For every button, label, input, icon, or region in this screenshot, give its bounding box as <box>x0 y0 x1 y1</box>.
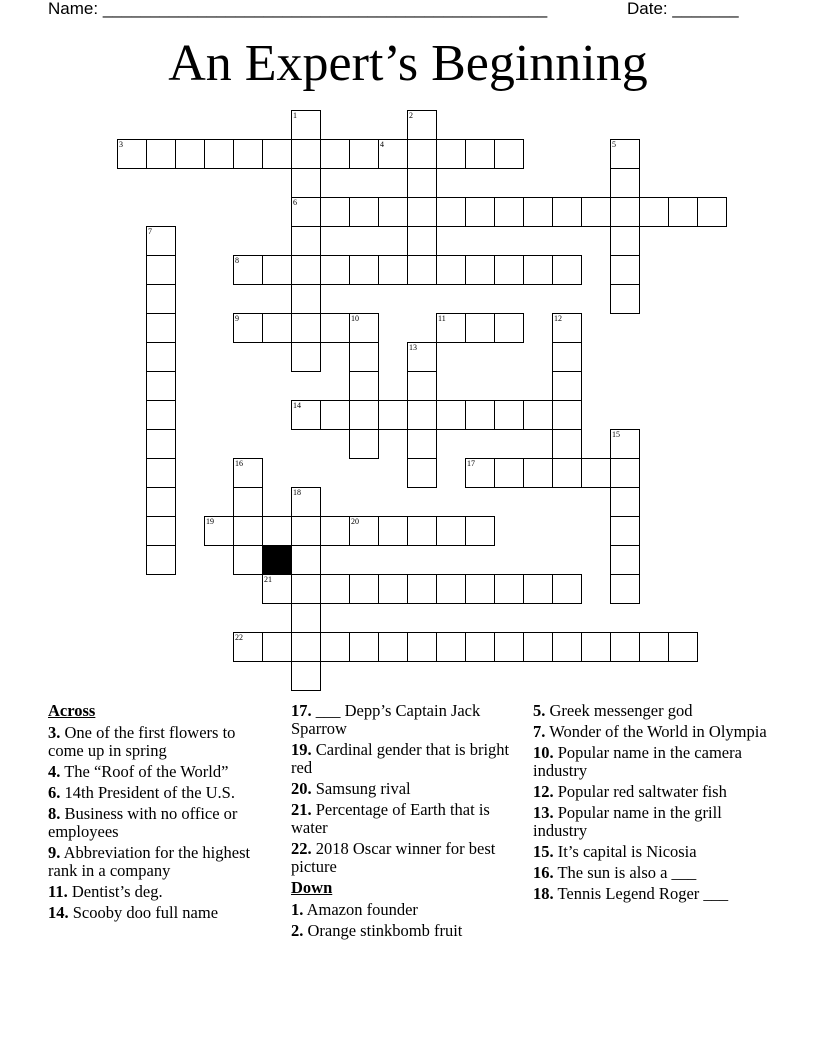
grid-cell[interactable] <box>552 458 582 488</box>
across-heading: Across <box>48 701 96 720</box>
grid-cell[interactable] <box>465 400 495 430</box>
grid-cell[interactable] <box>465 139 495 169</box>
grid-cell[interactable] <box>146 371 176 401</box>
cell-number: 7 <box>148 227 152 236</box>
grid-cell[interactable] <box>204 516 234 546</box>
cell-number: 2 <box>409 111 413 120</box>
puzzle-title: An Expert’s Beginning <box>168 35 648 92</box>
grid-cell[interactable] <box>552 400 582 430</box>
grid-cell[interactable] <box>552 197 582 227</box>
grid-cell[interactable] <box>146 400 176 430</box>
grid-cell[interactable] <box>494 632 524 662</box>
grid-cell[interactable] <box>233 516 263 546</box>
grid-cell[interactable] <box>291 400 321 430</box>
name-field[interactable] <box>48 0 547 18</box>
grid-cell[interactable] <box>552 371 582 401</box>
grid-cell[interactable] <box>407 342 437 372</box>
grid-cell[interactable] <box>146 545 176 575</box>
grid-cell[interactable] <box>697 197 727 227</box>
clue-across-9: 9. Abbreviation for the highest rank in a company <box>48 843 251 880</box>
grid-cell[interactable] <box>320 400 350 430</box>
grid-cell[interactable] <box>262 632 292 662</box>
cell-number: 10 <box>351 314 359 323</box>
grid-cell[interactable] <box>407 226 437 256</box>
clues-column-3 <box>533 702 768 906</box>
grid-cell[interactable] <box>523 458 553 488</box>
grid-cell[interactable] <box>494 458 524 488</box>
grid-cell[interactable] <box>436 516 466 546</box>
grid-cell[interactable] <box>610 168 640 198</box>
grid-cell[interactable] <box>349 516 379 546</box>
grid-cell[interactable] <box>407 458 437 488</box>
grid-cell[interactable] <box>349 574 379 604</box>
grid-cell[interactable] <box>552 574 582 604</box>
clue-down-18: 18. Tennis Legend Roger ___ <box>533 884 729 903</box>
cell-number: 17 <box>467 459 475 468</box>
date-field[interactable] <box>627 0 739 18</box>
grid-cell[interactable] <box>291 516 321 546</box>
grid-cell[interactable] <box>349 139 379 169</box>
grid-cell[interactable] <box>378 400 408 430</box>
grid-cell[interactable] <box>262 139 292 169</box>
grid-cell[interactable] <box>262 313 292 343</box>
grid-cell[interactable] <box>291 284 321 314</box>
clue-across-4: 4. The “Roof of the World” <box>48 762 229 781</box>
cell-number: 9 <box>235 314 239 323</box>
grid-cell[interactable] <box>494 197 524 227</box>
cell-number: 18 <box>293 488 301 497</box>
grid-cell[interactable] <box>407 574 437 604</box>
grid-cell[interactable] <box>320 255 350 285</box>
down-heading: Down <box>291 878 333 897</box>
date-label: Date: <box>627 0 668 18</box>
grid-cell[interactable] <box>610 139 640 169</box>
grid-cell[interactable] <box>146 284 176 314</box>
grid-cell[interactable] <box>146 516 176 546</box>
grid-cell[interactable] <box>610 516 640 546</box>
cell-number: 14 <box>293 401 301 410</box>
grid-cell[interactable] <box>465 255 495 285</box>
grid-cell[interactable] <box>146 139 176 169</box>
grid-cell[interactable] <box>349 400 379 430</box>
grid-cell[interactable] <box>349 632 379 662</box>
grid-cell[interactable] <box>233 632 263 662</box>
grid-cell[interactable] <box>610 574 640 604</box>
grid-cell[interactable] <box>146 226 176 256</box>
clue-across-8: 8. Business with no office or employees <box>48 804 238 841</box>
grid-cell[interactable] <box>349 255 379 285</box>
grid-cell[interactable] <box>581 632 611 662</box>
grid-cell[interactable] <box>291 574 321 604</box>
grid-cell[interactable] <box>378 632 408 662</box>
grid-cell[interactable] <box>552 313 582 343</box>
cell-number: 15 <box>612 430 620 439</box>
grid-cell[interactable] <box>378 516 408 546</box>
grid-cell[interactable] <box>436 255 466 285</box>
clue-down-10: 10. Popular name in the camera industry <box>533 743 742 780</box>
clue-down-5: 5. Greek messenger god <box>533 701 693 720</box>
grid-cell[interactable] <box>494 574 524 604</box>
grid-cell[interactable] <box>233 458 263 488</box>
grid-cell[interactable] <box>291 226 321 256</box>
grid-cell[interactable] <box>610 197 640 227</box>
grid-cell[interactable] <box>610 545 640 575</box>
grid-cell[interactable] <box>320 574 350 604</box>
grid-cell[interactable] <box>146 313 176 343</box>
clue-across-19: 19. Cardinal gender that is bright red <box>291 740 510 777</box>
grid-cell[interactable] <box>349 371 379 401</box>
grid-cell[interactable] <box>639 197 669 227</box>
grid-cell[interactable] <box>291 255 321 285</box>
grid-cell[interactable] <box>233 139 263 169</box>
grid-cell[interactable] <box>436 400 466 430</box>
grid-cell[interactable] <box>378 255 408 285</box>
grid-cell[interactable] <box>262 255 292 285</box>
cell-number: 16 <box>235 459 243 468</box>
clue-down-13: 13. Popular name in the grill industry <box>533 803 722 840</box>
grid-cell[interactable] <box>668 197 698 227</box>
grid-cell[interactable] <box>262 574 292 604</box>
clue-down-15: 15. It’s capital is Nicosia <box>533 842 697 861</box>
clue-down-2: 2. Orange stinkbomb fruit <box>291 921 463 940</box>
grid-cell[interactable] <box>117 139 147 169</box>
grid-cell[interactable] <box>262 516 292 546</box>
grid-cell[interactable] <box>436 574 466 604</box>
grid-cell[interactable] <box>233 255 263 285</box>
grid-cell[interactable] <box>610 487 640 517</box>
cell-number: 11 <box>438 314 446 323</box>
grid-cell[interactable] <box>552 632 582 662</box>
grid-cell[interactable] <box>175 139 205 169</box>
grid-cell[interactable] <box>407 168 437 198</box>
cell-number: 5 <box>612 140 616 149</box>
cell-number: 6 <box>293 198 297 207</box>
grid-cell[interactable] <box>407 400 437 430</box>
grid-cell[interactable] <box>465 313 495 343</box>
grid-cell[interactable] <box>320 632 350 662</box>
grid-cell[interactable] <box>320 139 350 169</box>
clue-down-7: 7. Wonder of the World in Olympia <box>533 722 767 741</box>
grid-cell[interactable] <box>581 197 611 227</box>
clue-across-6: 6. 14th President of the U.S. <box>48 783 235 802</box>
clue-down-1: 1. Amazon founder <box>291 900 418 919</box>
grid-cell[interactable] <box>407 255 437 285</box>
cell-number: 12 <box>554 314 562 323</box>
grid-cell[interactable] <box>349 197 379 227</box>
clue-across-14: 14. Scooby doo full name <box>48 903 219 922</box>
grid-cell[interactable] <box>610 255 640 285</box>
grid-cell[interactable] <box>378 139 408 169</box>
grid-cell[interactable] <box>436 139 466 169</box>
grid-cell[interactable] <box>465 458 495 488</box>
grid-cell[interactable] <box>523 632 553 662</box>
grid-cell[interactable] <box>610 284 640 314</box>
name-date-line <box>48 0 768 22</box>
grid-cell[interactable] <box>349 313 379 343</box>
grid-cell[interactable] <box>523 574 553 604</box>
grid-cell[interactable] <box>610 429 640 459</box>
grid-cell[interactable] <box>320 516 350 546</box>
cell-number: 4 <box>380 140 384 149</box>
grid-cell[interactable] <box>494 255 524 285</box>
grid-cell[interactable] <box>291 632 321 662</box>
grid-cell[interactable] <box>436 632 466 662</box>
clue-across-11: 11. Dentist’s deg. <box>48 882 163 901</box>
grid-cell[interactable] <box>291 197 321 227</box>
clues-column-1 <box>48 702 273 925</box>
cell-number: 3 <box>119 140 123 149</box>
clue-down-16: 16. The sun is also a ___ <box>533 863 697 882</box>
clues-column-2 <box>291 702 516 943</box>
grid-cell[interactable] <box>610 632 640 662</box>
grid-cell[interactable] <box>407 110 437 140</box>
grid-cell[interactable] <box>291 168 321 198</box>
cell-number: 21 <box>264 575 272 584</box>
black-cell <box>262 545 292 575</box>
grid-cell[interactable] <box>407 516 437 546</box>
grid-cell[interactable] <box>407 197 437 227</box>
grid-cell[interactable] <box>581 458 611 488</box>
name-label: Name: <box>48 0 99 18</box>
grid-cell[interactable] <box>146 342 176 372</box>
date-blank: _______ <box>672 0 739 18</box>
grid-cell[interactable] <box>320 197 350 227</box>
grid-cell[interactable] <box>204 139 234 169</box>
grid-cell[interactable] <box>668 632 698 662</box>
grid-cell[interactable] <box>146 429 176 459</box>
cell-number: 19 <box>206 517 214 526</box>
grid-cell[interactable] <box>349 342 379 372</box>
grid-cell[interactable] <box>465 516 495 546</box>
clue-across-3: 3. One of the first flowers to come up in spring <box>48 723 236 760</box>
grid-cell[interactable] <box>523 400 553 430</box>
grid-cell[interactable] <box>291 313 321 343</box>
grid-cell[interactable] <box>436 313 466 343</box>
grid-cell[interactable] <box>465 632 495 662</box>
grid-cell[interactable] <box>610 458 640 488</box>
cell-number: 22 <box>235 633 243 642</box>
grid-cell[interactable] <box>436 197 466 227</box>
grid-cell[interactable] <box>639 632 669 662</box>
grid-cell[interactable] <box>407 632 437 662</box>
grid-cell[interactable] <box>233 487 263 517</box>
grid-cell[interactable] <box>291 487 321 517</box>
clue-across-22: 22. 2018 Oscar winner for best picture <box>291 839 496 876</box>
grid-cell[interactable] <box>291 545 321 575</box>
grid-cell[interactable] <box>552 429 582 459</box>
grid-cell[interactable] <box>523 255 553 285</box>
grid-cell[interactable] <box>233 313 263 343</box>
grid-cell[interactable] <box>465 574 495 604</box>
grid-cell[interactable] <box>349 429 379 459</box>
grid-cell[interactable] <box>378 574 408 604</box>
grid-cell[interactable] <box>378 197 408 227</box>
grid-cell[interactable] <box>291 342 321 372</box>
grid-cell[interactable] <box>291 110 321 140</box>
clue-down-12: 12. Popular red saltwater fish <box>533 782 727 801</box>
grid-cell[interactable] <box>407 371 437 401</box>
name-blank: _______________________________________________ <box>102 0 548 18</box>
grid-cell[interactable] <box>407 429 437 459</box>
grid-cell[interactable] <box>610 226 640 256</box>
grid-cell[interactable] <box>494 139 524 169</box>
grid-cell[interactable] <box>146 487 176 517</box>
grid-cell[interactable] <box>291 603 321 633</box>
grid-cell[interactable] <box>552 342 582 372</box>
grid-cell[interactable] <box>494 313 524 343</box>
grid-cell[interactable] <box>320 313 350 343</box>
grid-cell[interactable] <box>407 139 437 169</box>
grid-cell[interactable] <box>233 545 263 575</box>
cell-number: 13 <box>409 343 417 352</box>
cell-number: 20 <box>351 517 359 526</box>
cell-number: 1 <box>293 111 297 120</box>
grid-cell[interactable] <box>523 197 553 227</box>
clue-across-20: 20. Samsung rival <box>291 779 411 798</box>
grid-cell[interactable] <box>291 139 321 169</box>
grid-cell[interactable] <box>291 661 321 691</box>
grid-cell[interactable] <box>494 400 524 430</box>
clue-across-17: 17. ___ Depp’s Captain Jack Sparrow <box>291 701 481 738</box>
grid-cell[interactable] <box>146 458 176 488</box>
cell-number: 8 <box>235 256 239 265</box>
grid-cell[interactable] <box>552 255 582 285</box>
grid-cell[interactable] <box>146 255 176 285</box>
clue-across-21: 21. Percentage of Earth that is water <box>291 800 490 837</box>
grid-cell[interactable] <box>465 197 495 227</box>
